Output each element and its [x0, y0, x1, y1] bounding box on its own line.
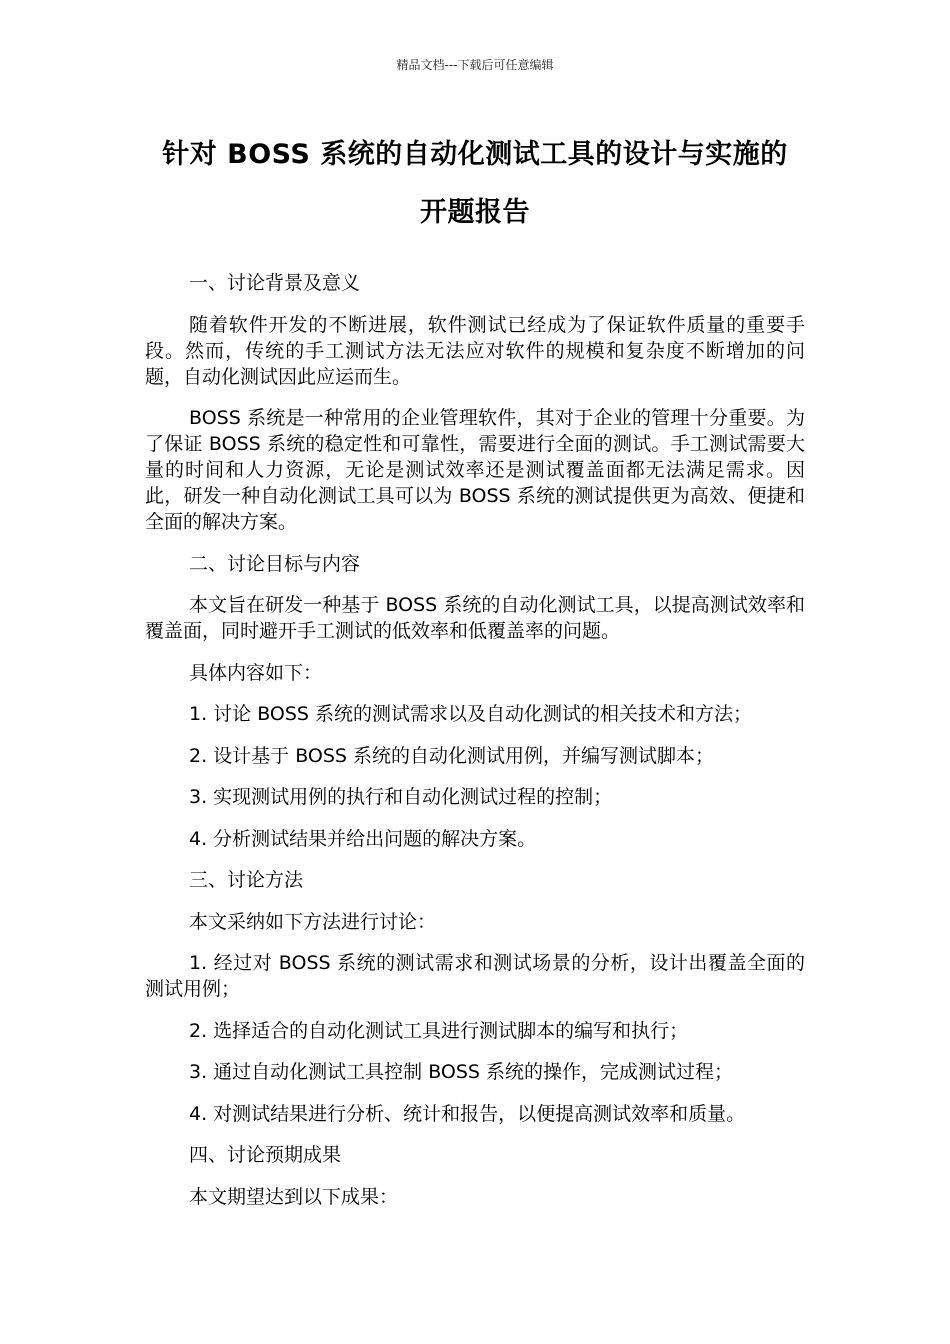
section-heading-background: 一、讨论背景及意义: [189, 272, 361, 294]
section-heading-outcomes: 四、讨论预期成果: [189, 1144, 342, 1166]
list-item-content-4: 4. 分析测试结果并给出问题的解决方案。: [189, 827, 537, 850]
document-title-line-1: 针对 BOSS 系统的自动化测试工具的设计与实施的: [162, 139, 788, 170]
paragraph-content-intro: 具体内容如下：: [189, 661, 323, 684]
paragraph-methods-intro: 本文采纳如下方法进行讨论：: [189, 910, 437, 933]
page-header-note: 精品文档---下载后可任意编辑: [396, 58, 554, 72]
list-item-content-2: 2. 设计基于 BOSS 系统的自动化测试用例，并编写测试脚本；: [189, 744, 715, 767]
list-item-method-4: 4. 对测试结果进行分析、统计和报告，以便提高测试效率和质量。: [189, 1102, 746, 1125]
paragraph-background-1: 随着软件开发的不断进展，软件测试已经成为了保证软件质量的重要手段。然而，传统的手工测试方法无法应对软件的规模和复杂度不断增加的问题，自动化测试因此应运而生。: [145, 313, 805, 388]
list-item-method-1: 1. 经过对 BOSS 系统的测试需求和测试场景的分析，设计出覆盖全面的测试用例；: [145, 952, 805, 1000]
list-item-method-3: 3. 通过自动化测试工具控制 BOSS 系统的操作，完成测试过程；: [189, 1061, 734, 1083]
paragraph-goals: 本文旨在研发一种基于 BOSS 系统的自动化测试工具，以提高测试效率和覆盖面，同时避开手工测试的低效率和低覆盖率的问题。: [145, 594, 805, 642]
paragraph-outcomes-intro: 本文期望达到以下成果：: [189, 1185, 399, 1208]
list-item-content-1: 1. 讨论 BOSS 系统的测试需求以及自动化测试的相关技术和方法；: [189, 703, 753, 725]
list-item-content-3: 3. 实现测试用例的执行和自动化测试过程的控制；: [189, 786, 613, 808]
section-heading-goals: 二、讨论目标与内容: [189, 552, 361, 575]
list-item-method-2: 2. 选择适合的自动化测试工具进行测试脚本的编写和执行；: [189, 1019, 689, 1042]
paragraph-background-2: BOSS 系统是一种常用的企业管理软件，其对于企业的管理十分重要。为了保证 BOSS 系统的稳定性和可靠性，需要进行全面的测试。手工测试需要大量的时间和人力资源，无论是测试效率还是测试覆盖面都无法满足需求。因此，研发一种自动化测试工具可以为 BOSS 系统的测试提供更为高效、便捷和全面的解决方案。: [145, 407, 805, 533]
section-heading-methods: 三、讨论方法: [189, 869, 304, 891]
document-body: [145, 270, 805, 1225]
document-title-line-2: 开题报告: [420, 197, 530, 228]
